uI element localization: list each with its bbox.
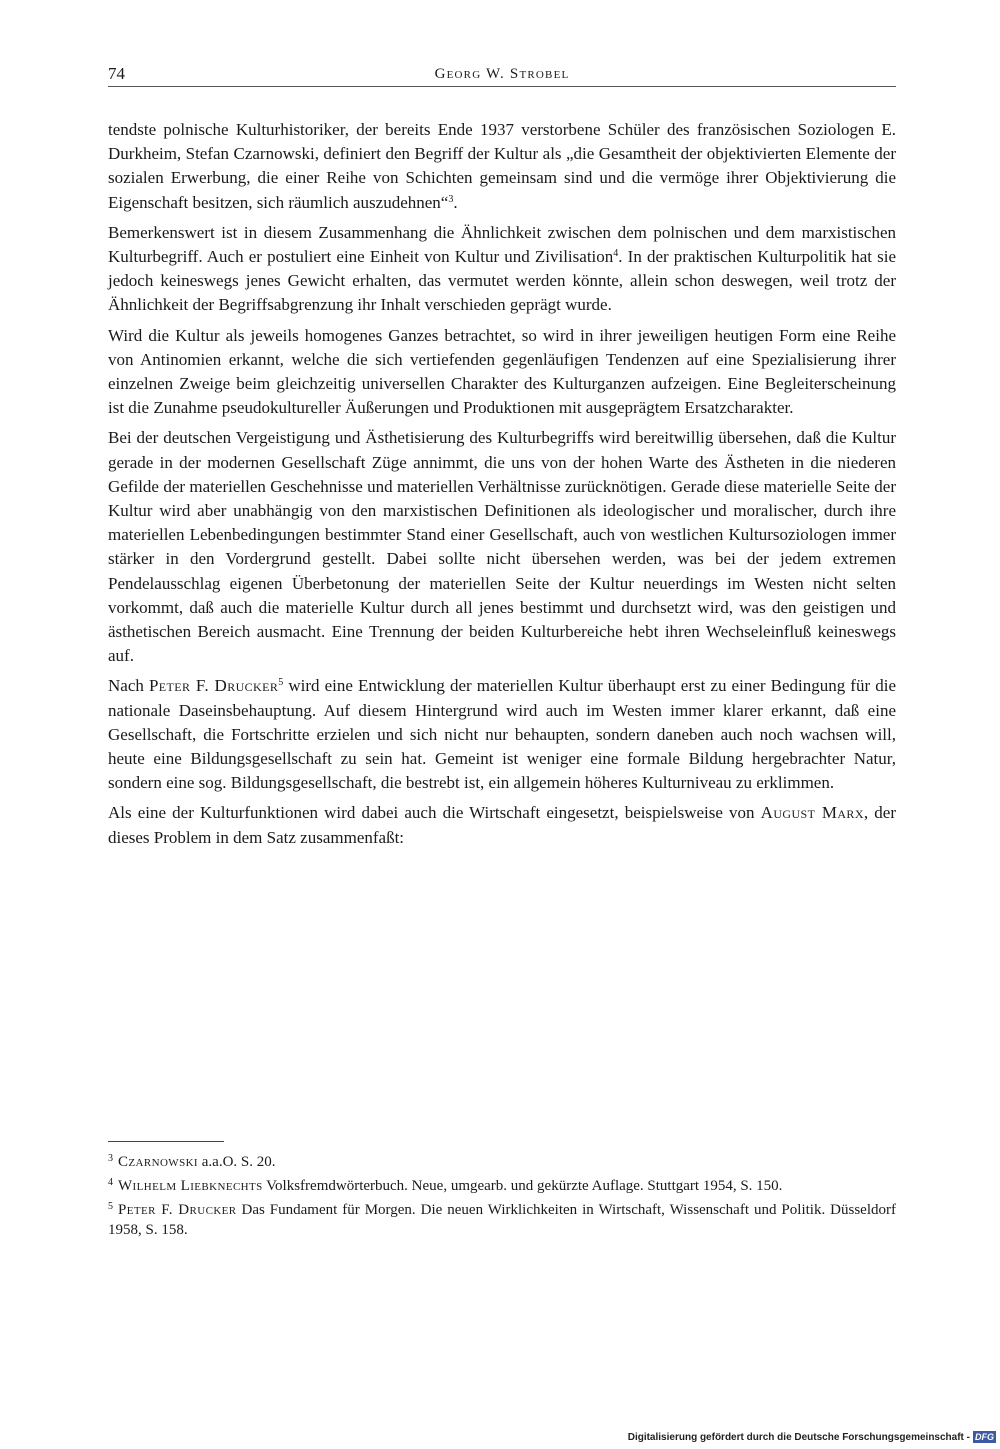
text-run: a.a.O. S. 20. bbox=[198, 1154, 276, 1170]
text-run: Nach bbox=[108, 676, 149, 696]
text-run: wird eine Entwicklung der materiellen Kultur überhaupt erst zu einer Bedingung für die nationale Daseinsbehauptung. Auf diesem Hintergrund wird auch im Westen immer klarer erkannt, daß eine Gesellschaft, die Fortschritte erzielen und sich nicht nur behaupten, sondern daneben auch noch wachsen will, heute eine Bildungsgesellschaft zu sein hat. Gemeint ist weniger eine formale Bildung hergebrachter Natur, sondern eine sog. Bildungsgesellschaft, die bestrebt ist, ein allgemein höheres Kulturniveau zu erklimmen. bbox=[108, 676, 896, 793]
author-name: Wilhelm Liebknechts bbox=[118, 1178, 263, 1194]
page-header bbox=[108, 58, 896, 88]
footnote-number: 5 bbox=[108, 1201, 113, 1212]
page-number: 74 bbox=[108, 64, 125, 83]
text-run: Bei der deutschen Vergeistigung und Ästhetisierung des Kulturbegriffs wird bereitwillig übersehen, daß die Kultur gerade in der modernen Gesellschaft Züge annimmt, die uns von der hohen Warte des Ästheten in die niederen Gefilde der materiellen Geschehnisse und materiellen Verhältnisse zurücknötigen. Gerade diese materielle Seite der Kultur wird aber unabhängig von den marxistischen Definitionen als ideologischer und moralischer, durch ihre materiellen Lebenbedingungen bestimmter Stand einer Gesellschaft, auch von westlichen Kultursoziologen immer stärker in den Vordergrund gestellt. Dabei sollte nicht übersehen werden, was bei der jedem extremen Pendelausschlag eigenen Überbetonung der materiellen Seite der Kultur neuerdings im Westen nicht selten vorkommt, daß auch die materielle Kultur durch all jenes bestimmt und durchsetzt wird, was den geistigen und ästhetischen Bereich ausmacht. Eine Trennung der beiden Kulturbereiche hebt ihren Wechseleinfluß keineswegs auf. bbox=[108, 428, 896, 666]
footnote bbox=[108, 1200, 896, 1240]
text-run: Wird die Kultur als jeweils homogenes Ganzes betrachtet, so wird in ihrer jeweiligen heutigen Form eine Reihe von Antinomien erkannt, welche die sich vertiefenden gegenläufigen Tendenzen auf eine Spezialisierung ihrer einzelnen Zweige beim gleichzeitig universellen Charakter des Kulturganzen aufzeigen. Eine Begleiterscheinung ist die Zunahme pseudokultureller Äußerungen und Produktionen mit ausgeprägtem Ersatzcharakter. bbox=[108, 325, 896, 418]
author-name: Peter F. Drucker bbox=[118, 1202, 237, 1218]
text-run: . bbox=[453, 192, 458, 212]
header-rule bbox=[108, 86, 896, 87]
author-name: August Marx bbox=[760, 803, 864, 823]
footnote-number: 3 bbox=[108, 1153, 113, 1164]
footnote-marker: 4 bbox=[613, 248, 619, 260]
footnote-marker: 5 bbox=[278, 677, 284, 689]
paragraph bbox=[108, 324, 896, 421]
text-run: Als eine der Kulturfunktionen wird dabei auch die Wirtschaft eingesetzt, beispielsweise von bbox=[108, 803, 761, 823]
footnote-rule bbox=[108, 1141, 224, 1142]
author-name: Peter F. Drucker bbox=[148, 676, 279, 696]
text-run: Volksfremdwörterbuch. Neue, umgearb. und gekürzte Auflage. Stuttgart 1954, S. 150. bbox=[262, 1178, 783, 1194]
dfg-logo: DFG bbox=[975, 1432, 994, 1442]
text-run: . In der praktischen Kulturpolitik hat sie jedoch keineswegs jenes Gewicht erhalten, das vermutet werden könnte, allein schon deswegen, weil trotz der Ähnlichkeit der Begriffsabgrenzung ihr Inhalt verschieden geprägt wurde. bbox=[108, 247, 896, 315]
paragraph bbox=[108, 674, 896, 795]
running-head: Georg W. Strobel bbox=[434, 66, 570, 82]
body-text bbox=[108, 118, 896, 856]
paragraph bbox=[108, 426, 896, 668]
footnote-number: 4 bbox=[108, 1177, 113, 1188]
footnote bbox=[108, 1152, 896, 1172]
text-run: tendste polnische Kulturhistoriker, der bereits Ende 1937 verstorbene Schüler des französischen Soziologen E. Durkheim, Stefan Czarnowski, definiert den Begriff der Kultur als „die Gesamtheit der objektivierten Elemente der sozialen Erwerbung, die einer Reihe von Schichten gemeinsam sind und die vermöge ihrer Objektivierung die Eigenschaft besitzen, sich räumlich auszudehnen“ bbox=[108, 120, 896, 212]
author-name: Czarnowski bbox=[118, 1154, 198, 1170]
text-run: Bemerkenswert ist in diesem Zusammenhang die Ähnlichkeit zwischen dem polnischen und dem marxistischen Kulturbegriff. Auch er postuliert eine Einheit von Kultur und Zivilisation bbox=[108, 222, 896, 267]
footnotes bbox=[108, 1152, 896, 1244]
credit-text: Digitalisierung gefördert durch die Deutsche Forschungsgemeinschaft - bbox=[627, 1431, 970, 1443]
paragraph bbox=[108, 221, 896, 318]
digitization-credit bbox=[628, 1431, 996, 1443]
footnote bbox=[108, 1176, 896, 1196]
paragraph bbox=[108, 801, 896, 849]
footnote-marker: 3 bbox=[448, 193, 454, 205]
paragraph bbox=[108, 118, 896, 215]
text-run: Das Fundament für Morgen. Die neuen Wirklichkeiten in Wirtschaft, Wissenschaft und Politik. Düsseldorf 1958, S. 158. bbox=[108, 1202, 896, 1238]
text-run: , der dieses Problem in dem Satz zusammenfaßt: bbox=[108, 803, 896, 847]
